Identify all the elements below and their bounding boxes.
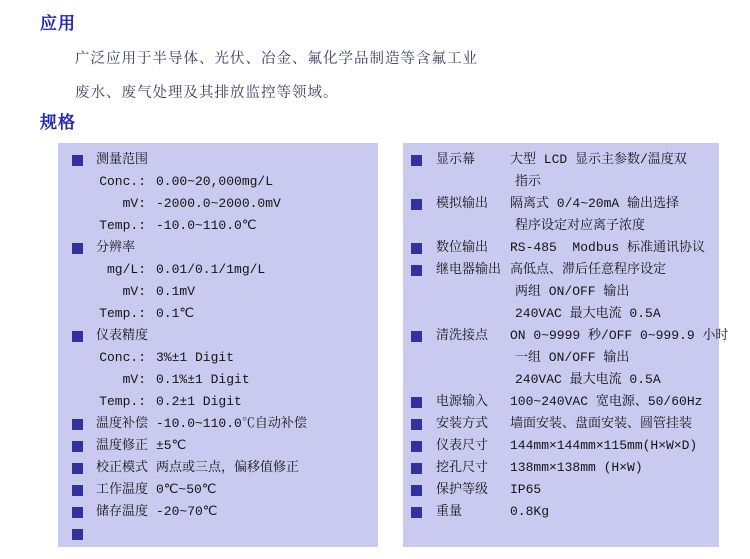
spec-label: 显示幕 xyxy=(436,152,476,167)
spec-label: 安装方式 xyxy=(436,416,489,431)
spec-row xyxy=(403,325,729,347)
spec-value: ON 0~9999 秒/OFF 0~999.9 小时 xyxy=(510,328,729,343)
bullet-square-icon xyxy=(72,485,83,496)
spec-value: 100~240VAC 宽电源、50/60Hz xyxy=(510,394,703,409)
bullet-square-icon xyxy=(411,463,422,474)
spec-label: 挖孔尺寸 xyxy=(436,460,489,475)
spec-row xyxy=(58,149,378,171)
spec-label: 分辨率 xyxy=(96,240,136,255)
spec-row xyxy=(403,457,719,479)
spec-row xyxy=(403,237,719,259)
spec-row xyxy=(403,193,719,215)
spec-row xyxy=(58,303,378,325)
spec-row xyxy=(58,457,378,479)
bullet-square-icon xyxy=(72,441,83,452)
bullet-square-icon xyxy=(411,485,422,496)
bullet-square-icon xyxy=(411,331,422,342)
spec-label: 校正模式 xyxy=(96,460,149,475)
spec-row xyxy=(58,171,378,193)
spec-row xyxy=(58,325,378,347)
specifications-heading: 规格 xyxy=(40,113,76,133)
spec-value: -10.0~110.0℃ xyxy=(156,218,257,233)
spec-row xyxy=(403,501,719,523)
spec-label: 温度修正 xyxy=(96,438,149,453)
spec-value: IP65 xyxy=(510,482,542,497)
spec-label: 电源输入 xyxy=(436,394,489,409)
spec-row xyxy=(58,413,378,435)
spec-label: 重量 xyxy=(436,504,463,519)
bullet-square-icon xyxy=(72,155,83,166)
bullet-square-icon xyxy=(411,507,422,518)
spec-value: ±5℃ xyxy=(156,438,187,453)
spec-label: 温度补偿 xyxy=(96,416,149,431)
spec-value: 程序设定对应离子浓度 xyxy=(515,218,646,233)
spec-value: 两点或三点，偏移值修正 xyxy=(156,460,300,475)
spec-value: 0.01/0.1/1mg/L xyxy=(156,262,266,277)
bullet-square-icon xyxy=(72,419,83,430)
spec-value: 墙面安装、盘面安装、圆管挂装 xyxy=(510,416,693,431)
bullet-square-icon xyxy=(72,507,83,518)
spec-value: 138mm×138mm (H×W) xyxy=(510,460,643,475)
spec-value: 144mm×144mm×115mm(H×W×D) xyxy=(510,438,698,453)
spec-value: 3%±1 Digit xyxy=(156,350,235,365)
spec-row xyxy=(58,193,378,215)
spec-row xyxy=(403,435,719,457)
spec-label: 工作温度 xyxy=(96,482,149,497)
spec-row xyxy=(58,391,378,413)
spec-row xyxy=(58,259,378,281)
spec-row xyxy=(403,259,719,281)
spec-row xyxy=(58,215,378,237)
spec-value: 两组 ON/OFF 输出 xyxy=(515,284,630,299)
spec-value: -2000.0~2000.0mV xyxy=(156,196,281,211)
bullet-square-icon xyxy=(411,419,422,430)
spec-row xyxy=(403,413,719,435)
spec-row xyxy=(58,347,378,369)
spec-label: 保护等级 xyxy=(436,482,489,497)
spec-value: 0.1℃ xyxy=(156,306,195,321)
bullet-square-icon xyxy=(411,199,422,210)
spec-value: 0.1mV xyxy=(156,284,196,299)
spec-label: Temp.: xyxy=(99,306,146,321)
spec-row xyxy=(403,347,719,369)
spec-box-right xyxy=(403,143,729,547)
spec-label: Temp.: xyxy=(99,218,146,233)
bullet-square-icon xyxy=(72,463,83,474)
application-line-2: 废水、废气处理及其排放监控等领域。 xyxy=(75,85,339,101)
application-line-1: 广泛应用于半导体、光伏、冶金、氟化学品制造等含氟工业 xyxy=(75,51,478,67)
spec-row xyxy=(58,237,378,259)
bullet-square-icon xyxy=(411,243,422,254)
spec-label: mg/L: xyxy=(106,262,146,277)
spec-label: Temp.: xyxy=(99,394,146,409)
spec-row xyxy=(58,479,378,501)
bullet-square-icon xyxy=(72,243,83,254)
bullet-square-icon xyxy=(411,155,422,166)
bullet-square-icon xyxy=(411,397,422,408)
bullet-square-icon xyxy=(72,331,83,342)
spec-label: 数位输出 xyxy=(436,240,489,255)
spec-value: 0.1%±1 Digit xyxy=(156,372,250,387)
spec-row xyxy=(403,281,719,303)
spec-label: mV: xyxy=(122,372,146,387)
spec-value: 一组 ON/OFF 输出 xyxy=(515,350,630,365)
spec-box-left xyxy=(58,143,378,547)
spec-label: 仪表尺寸 xyxy=(436,438,489,453)
spec-value: 0℃~50℃ xyxy=(156,482,217,497)
spec-value: 0.8Kg xyxy=(510,504,550,519)
spec-label: Conc.: xyxy=(99,350,146,365)
spec-row xyxy=(403,391,719,413)
spec-value: 隔离式 0/4~20mA 输出选择 xyxy=(510,196,680,211)
bullet-square-icon xyxy=(411,265,422,276)
spec-value: 指示 xyxy=(515,174,542,189)
spec-row xyxy=(403,215,719,237)
spec-label: 储存温度 xyxy=(96,504,149,519)
spec-row xyxy=(58,435,378,457)
spec-label: 测量范围 xyxy=(96,152,149,167)
spec-label: mV: xyxy=(122,196,146,211)
spec-value: RS-485 Modbus 标准通讯协议 xyxy=(510,240,706,255)
spec-value: 0.00~20,000mg/L xyxy=(156,174,274,189)
bullet-square-icon xyxy=(411,441,422,452)
spec-value: -20~70℃ xyxy=(156,504,218,519)
spec-value: 高低点、滞后任意程序设定 xyxy=(510,262,667,277)
spec-row xyxy=(58,501,378,523)
spec-value: 240VAC 最大电流 0.5A xyxy=(515,372,661,387)
spec-label: 清洗接点 xyxy=(436,328,489,343)
spec-label: mV: xyxy=(122,284,146,299)
spec-row xyxy=(403,479,719,501)
spec-label: 模拟输出 xyxy=(436,196,489,211)
spec-row xyxy=(403,303,719,325)
application-description xyxy=(75,42,478,110)
spec-label: 仪表精度 xyxy=(96,328,149,343)
bullet-square-icon xyxy=(72,529,83,540)
spec-row xyxy=(403,149,719,171)
spec-value: 240VAC 最大电流 0.5A xyxy=(515,306,661,321)
spec-value: -10.0~110.0℃自动补偿 xyxy=(156,416,307,431)
spec-row xyxy=(58,281,378,303)
spec-label: 继电器输出 xyxy=(436,262,502,277)
spec-row xyxy=(403,369,719,391)
spec-label: Conc.: xyxy=(99,174,146,189)
application-heading: 应用 xyxy=(40,14,76,34)
spec-row xyxy=(58,369,378,391)
spec-value: 大型 LCD 显示主参数/温度双 xyxy=(510,152,687,167)
spec-row xyxy=(58,523,378,545)
spec-row xyxy=(403,171,719,193)
spec-value: 0.2±1 Digit xyxy=(156,394,242,409)
